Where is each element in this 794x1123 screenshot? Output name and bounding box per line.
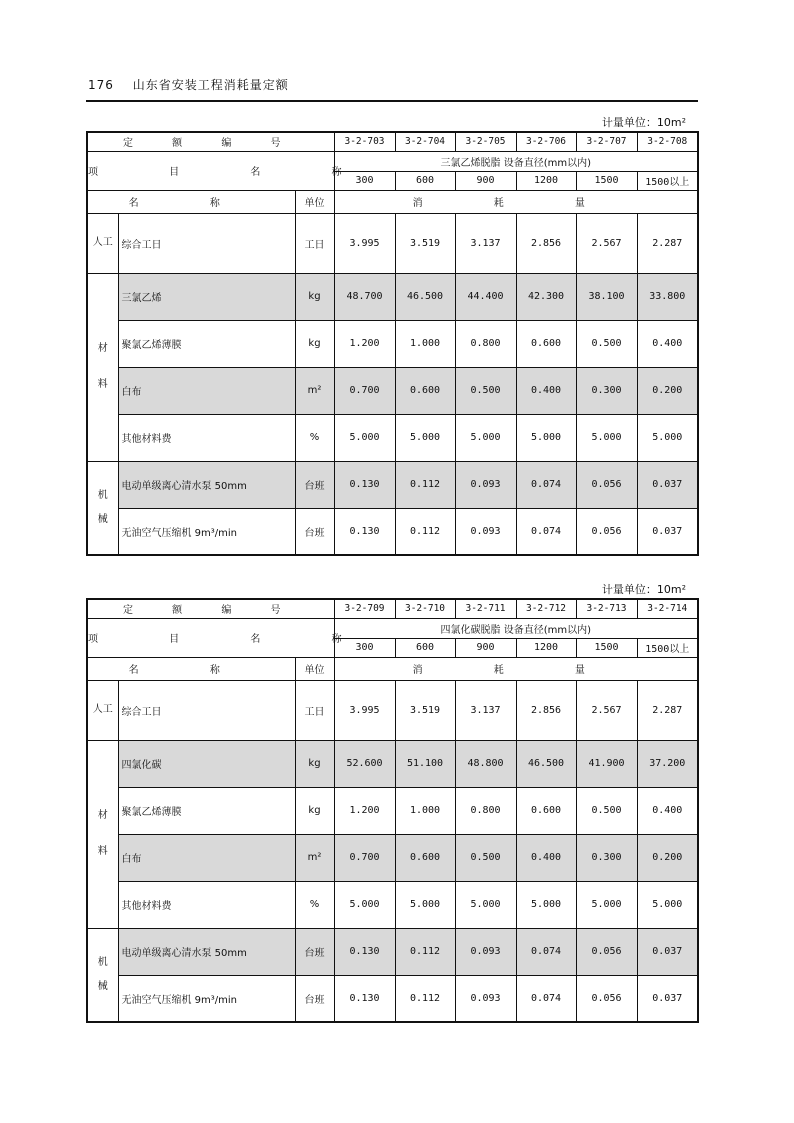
row-unit: 工日 <box>295 213 334 273</box>
row-unit: m² <box>295 834 334 881</box>
diameter: 1200 <box>516 638 576 657</box>
quota-code: 3-2-709 <box>334 599 395 618</box>
row-unit: kg <box>295 740 334 787</box>
value-cell: 3.995 <box>334 680 395 740</box>
category-machine: 机 械 <box>87 461 118 555</box>
value-cell: 0.112 <box>395 975 455 1022</box>
page-header <box>88 76 289 93</box>
row-unit: 台班 <box>295 461 334 508</box>
diameter: 300 <box>334 171 395 190</box>
value-cell: 1.000 <box>395 787 455 834</box>
value-cell: 33.800 <box>637 273 698 320</box>
row-name: 综合工日 <box>118 680 295 740</box>
item-name-label: 项 目 名 称 <box>87 618 334 657</box>
quota-code: 3-2-711 <box>455 599 516 618</box>
value-cell: 0.800 <box>455 787 516 834</box>
row-name: 白布 <box>118 367 295 414</box>
row-unit: kg <box>295 320 334 367</box>
row-name: 聚氯乙烯薄膜 <box>118 787 295 834</box>
value-cell: 5.000 <box>576 414 637 461</box>
row-name: 电动单级离心清水泵 50mm <box>118 461 295 508</box>
value-cell: 0.112 <box>395 928 455 975</box>
code-label: 定 额 编 号 <box>87 599 334 618</box>
value-cell: 46.500 <box>395 273 455 320</box>
value-cell: 0.112 <box>395 508 455 555</box>
col-name-header: 名 称 <box>87 190 295 213</box>
value-cell: 0.056 <box>576 975 637 1022</box>
quota-code: 3-2-705 <box>455 132 516 151</box>
value-cell: 3.137 <box>455 213 516 273</box>
value-cell: 48.700 <box>334 273 395 320</box>
row-unit: 台班 <box>295 508 334 555</box>
value-cell: 0.093 <box>455 508 516 555</box>
value-cell: 0.130 <box>334 975 395 1022</box>
value-cell: 42.300 <box>516 273 576 320</box>
value-cell: 0.037 <box>637 928 698 975</box>
row-unit: 台班 <box>295 928 334 975</box>
value-cell: 5.000 <box>637 414 698 461</box>
value-cell: 5.000 <box>395 881 455 928</box>
value-cell: 0.400 <box>637 320 698 367</box>
value-cell: 0.200 <box>637 834 698 881</box>
value-cell: 1.000 <box>395 320 455 367</box>
value-cell: 0.400 <box>637 787 698 834</box>
value-cell: 52.600 <box>334 740 395 787</box>
value-cell: 5.000 <box>576 881 637 928</box>
quota-code: 3-2-714 <box>637 599 698 618</box>
code-label: 定 额 编 号 <box>87 132 334 151</box>
value-cell: 41.900 <box>576 740 637 787</box>
quota-code: 3-2-707 <box>576 132 637 151</box>
category-labor: 人工 <box>87 213 118 273</box>
row-unit: 台班 <box>295 975 334 1022</box>
value-cell: 37.200 <box>637 740 698 787</box>
col-unit-header: 单位 <box>295 657 334 680</box>
value-cell: 0.130 <box>334 461 395 508</box>
row-name: 无油空气压缩机 9m³/min <box>118 975 295 1022</box>
value-cell: 0.500 <box>576 787 637 834</box>
value-cell: 2.567 <box>576 680 637 740</box>
value-cell: 51.100 <box>395 740 455 787</box>
row-name: 三氯乙烯 <box>118 273 295 320</box>
diameter: 600 <box>395 171 455 190</box>
value-cell: 3.137 <box>455 680 516 740</box>
value-cell: 0.500 <box>455 834 516 881</box>
col-unit-header: 单位 <box>295 190 334 213</box>
value-cell: 0.037 <box>637 461 698 508</box>
page-number: 176 <box>88 78 114 92</box>
value-cell: 0.093 <box>455 928 516 975</box>
row-name: 其他材料费 <box>118 414 295 461</box>
value-cell: 0.074 <box>516 975 576 1022</box>
value-cell: 38.100 <box>576 273 637 320</box>
quota-code: 3-2-710 <box>395 599 455 618</box>
value-cell: 0.112 <box>395 461 455 508</box>
quota-code: 3-2-713 <box>576 599 637 618</box>
value-cell: 0.300 <box>576 367 637 414</box>
value-cell: 0.037 <box>637 975 698 1022</box>
value-cell: 2.287 <box>637 680 698 740</box>
row-unit: % <box>295 414 334 461</box>
value-cell: 5.000 <box>516 414 576 461</box>
value-cell: 2.567 <box>576 213 637 273</box>
value-cell: 0.093 <box>455 461 516 508</box>
diameter: 300 <box>334 638 395 657</box>
book-title: 山东省安装工程消耗量定额 <box>132 78 289 92</box>
unit-note-2: 计量单位：10m² <box>601 583 686 596</box>
value-cell: 0.800 <box>455 320 516 367</box>
value-cell: 0.600 <box>395 834 455 881</box>
group-title: 三氯乙烯脱脂 设备直径(mm以内) <box>334 151 698 171</box>
value-cell: 0.056 <box>576 928 637 975</box>
diameter: 1500 <box>576 638 637 657</box>
value-cell: 5.000 <box>334 881 395 928</box>
row-name: 四氯化碳 <box>118 740 295 787</box>
value-cell: 0.093 <box>455 975 516 1022</box>
quota-code: 3-2-703 <box>334 132 395 151</box>
value-cell: 0.130 <box>334 508 395 555</box>
value-cell: 0.037 <box>637 508 698 555</box>
value-cell: 1.200 <box>334 787 395 834</box>
row-name: 综合工日 <box>118 213 295 273</box>
value-cell: 3.995 <box>334 213 395 273</box>
quota-table-1 <box>86 131 699 556</box>
consumption-header: 消 耗 量 <box>334 657 698 680</box>
col-name-header: 名 称 <box>87 657 295 680</box>
value-cell: 0.600 <box>516 787 576 834</box>
value-cell: 0.600 <box>395 367 455 414</box>
diameter: 600 <box>395 638 455 657</box>
value-cell: 3.519 <box>395 213 455 273</box>
value-cell: 0.056 <box>576 461 637 508</box>
quota-code: 3-2-712 <box>516 599 576 618</box>
header-rule <box>86 100 698 102</box>
diameter: 900 <box>455 171 516 190</box>
category-machine: 机 械 <box>87 928 118 1022</box>
row-unit: % <box>295 881 334 928</box>
row-unit: m² <box>295 367 334 414</box>
category-material: 材 料 <box>87 740 118 928</box>
quota-code: 3-2-706 <box>516 132 576 151</box>
value-cell: 2.856 <box>516 680 576 740</box>
value-cell: 5.000 <box>455 881 516 928</box>
quota-code: 3-2-708 <box>637 132 698 151</box>
category-material: 材 料 <box>87 273 118 461</box>
value-cell: 0.500 <box>455 367 516 414</box>
value-cell: 1.200 <box>334 320 395 367</box>
unit-note-1: 计量单位：10m² <box>601 116 686 129</box>
diameter: 1500以上 <box>637 171 698 190</box>
quota-code: 3-2-704 <box>395 132 455 151</box>
consumption-header: 消 耗 量 <box>334 190 698 213</box>
value-cell: 5.000 <box>334 414 395 461</box>
value-cell: 0.074 <box>516 508 576 555</box>
value-cell: 0.500 <box>576 320 637 367</box>
value-cell: 5.000 <box>516 881 576 928</box>
row-unit: 工日 <box>295 680 334 740</box>
value-cell: 5.000 <box>455 414 516 461</box>
diameter: 1500以上 <box>637 638 698 657</box>
value-cell: 3.519 <box>395 680 455 740</box>
row-name: 白布 <box>118 834 295 881</box>
value-cell: 0.074 <box>516 928 576 975</box>
value-cell: 0.600 <box>516 320 576 367</box>
row-unit: kg <box>295 787 334 834</box>
value-cell: 44.400 <box>455 273 516 320</box>
value-cell: 0.074 <box>516 461 576 508</box>
row-unit: kg <box>295 273 334 320</box>
value-cell: 5.000 <box>395 414 455 461</box>
diameter: 1500 <box>576 171 637 190</box>
value-cell: 46.500 <box>516 740 576 787</box>
value-cell: 2.287 <box>637 213 698 273</box>
row-name: 聚氯乙烯薄膜 <box>118 320 295 367</box>
diameter: 900 <box>455 638 516 657</box>
item-name-label: 项 目 名 称 <box>87 151 334 190</box>
value-cell: 0.130 <box>334 928 395 975</box>
category-labor: 人工 <box>87 680 118 740</box>
value-cell: 2.856 <box>516 213 576 273</box>
value-cell: 0.700 <box>334 367 395 414</box>
value-cell: 0.700 <box>334 834 395 881</box>
quota-table-2 <box>86 598 699 1023</box>
value-cell: 0.400 <box>516 834 576 881</box>
value-cell: 0.300 <box>576 834 637 881</box>
value-cell: 0.056 <box>576 508 637 555</box>
diameter: 1200 <box>516 171 576 190</box>
row-name: 无油空气压缩机 9m³/min <box>118 508 295 555</box>
value-cell: 0.400 <box>516 367 576 414</box>
value-cell: 0.200 <box>637 367 698 414</box>
value-cell: 48.800 <box>455 740 516 787</box>
value-cell: 5.000 <box>637 881 698 928</box>
row-name: 其他材料费 <box>118 881 295 928</box>
group-title: 四氯化碳脱脂 设备直径(mm以内) <box>334 618 698 638</box>
row-name: 电动单级离心清水泵 50mm <box>118 928 295 975</box>
